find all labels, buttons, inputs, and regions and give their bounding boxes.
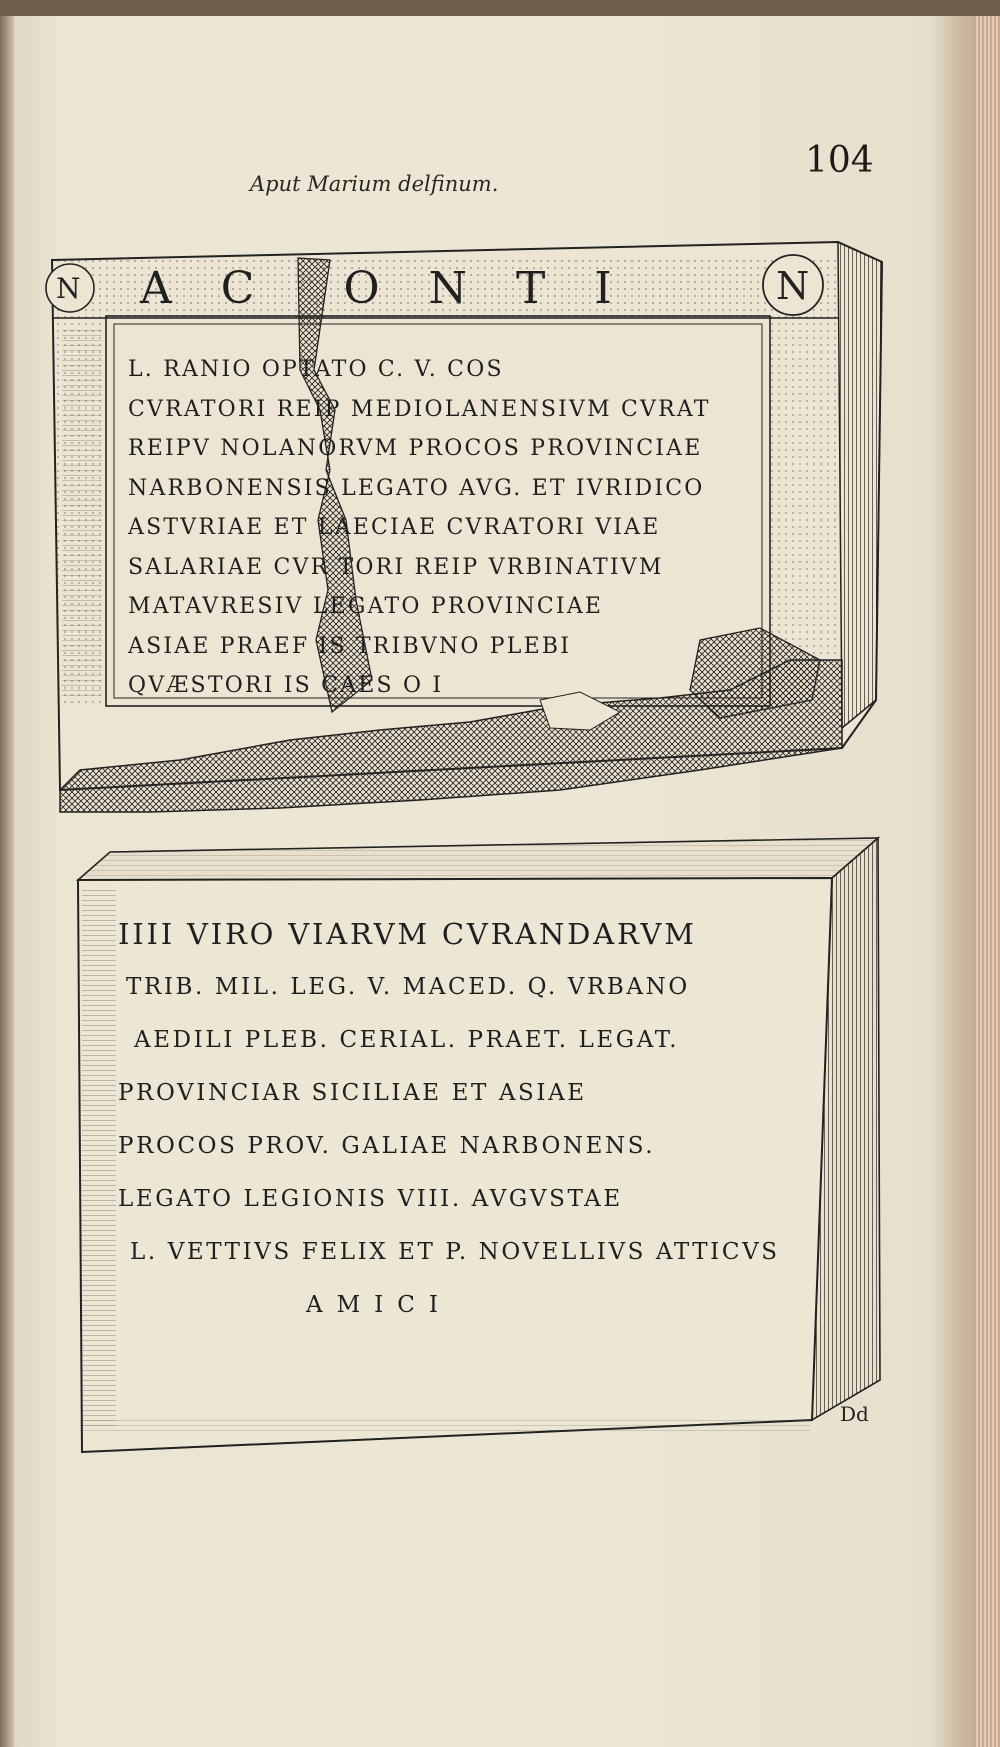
stone-one-inscription [128,350,768,706]
inscription-line: PROVINCIAR SICILIAE ET ASIAE [118,1080,587,1106]
inscription-line: AMICI [306,1292,452,1318]
inscription-line: SALARIAE CVR TORI REIP VRBINATIVM [128,554,664,580]
corner-letter-right: N [776,264,810,308]
inscription-line: QVÆSTORI IS CAES O I [128,673,444,698]
banner-letter-3: O [343,262,382,314]
stone-two-inscription [118,908,818,1332]
inscription-line: PROCOS PROV. GALIAE NARBONENS. [118,1133,656,1159]
inscription-line: L. RANIO OPTATO C. V. COS [128,357,504,382]
running-title: Aput Marium delfinum. [250,172,499,196]
inscription-line: MATAVRESIV LEGATO PROVINCIAE [128,594,604,619]
banner-letter-2: C [220,262,257,314]
corner-letter-left: N [56,272,81,305]
page-number: 104 [805,140,874,181]
signature-mark: Dd [840,1402,869,1426]
banner-letter-1: A [140,262,174,314]
inscription-line: REIPV NOLANORVM PROCOS PROVINCIAE [128,436,703,461]
inscription-line: CVRATORI REIP MEDIOLANENSIVM CVRAT [128,396,711,422]
inscription-line: ASTVRIAE ET LAECIAE CVRATORI VIAE [128,515,661,540]
stone-one-banner [80,258,850,318]
inscription-line: IIII VIRO VIARVM CVRANDARVM [118,917,697,951]
inscription-line: AEDILI PLEB. CERIAL. PRAET. LEGAT. [134,1027,680,1053]
inscription-line: NARBONENSIS LEGATO AVG. ET IVRIDICO [128,475,705,501]
banner-letter-4: N [428,262,470,314]
inscription-line: LEGATO LEGIONIS VIII. AVGVSTAE [118,1186,623,1212]
banner-letter-5: T [516,262,548,314]
inscription-line: L. VETTIVS FELIX ET P. NOVELLIVS ATTICVS [130,1239,780,1265]
inscription-line: TRIB. MIL. LEG. V. MACED. Q. VRBANO [126,974,690,1000]
inscription-line: ASIAE PRAEF IS TRIBVNO PLEBI [128,633,572,659]
banner-letter-6: I [594,262,614,314]
